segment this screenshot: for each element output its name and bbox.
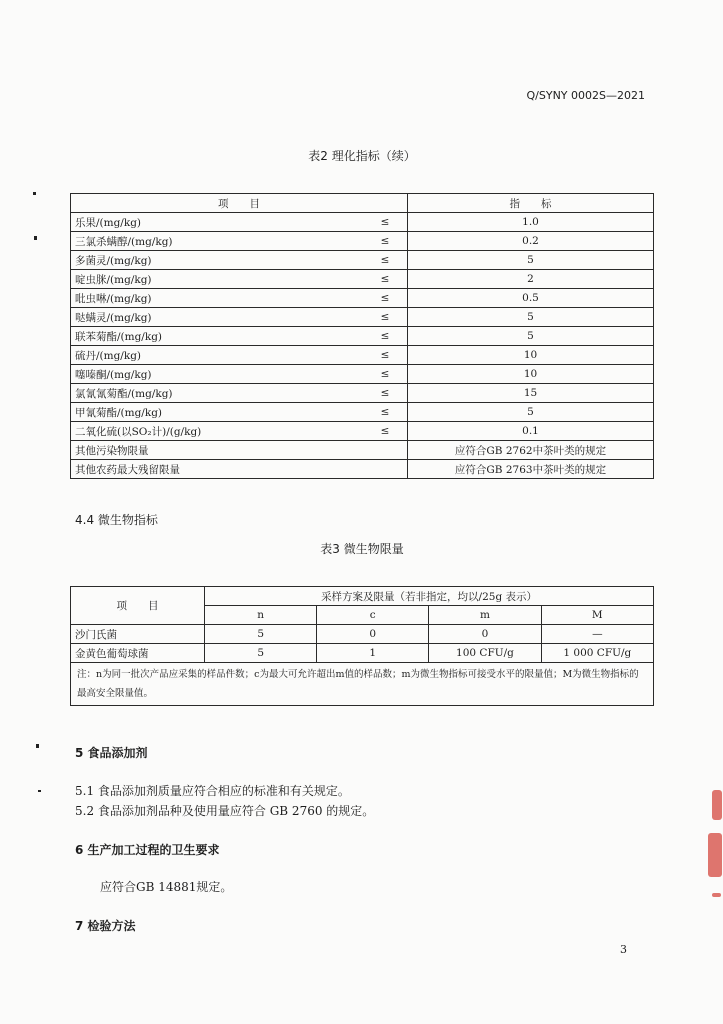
header-index: 指 标 [408, 194, 654, 213]
row-operator: ≤ [363, 289, 408, 308]
row-item: 联苯菊酯/(mg/kg) [71, 327, 364, 346]
table-row [71, 289, 654, 308]
table-row [71, 384, 654, 403]
table2-caption: 表2 理化指标（续） [308, 149, 416, 163]
row-item: 其他农药最大残留限量 [71, 460, 364, 479]
row-item: 多菌灵/(mg/kg) [71, 251, 364, 270]
table-header-row [71, 587, 654, 606]
row-item: 噻嗪酮/(mg/kg) [71, 365, 364, 384]
section-5-title: 5 食品添加剂 [75, 746, 148, 760]
table-note: 注：n为同一批次产品应采集的样品件数；c为最大可允许超出m值的样品数；m为微生物指标可接受水平的限量值；M为微生物指标的最高安全限量值。 [71, 663, 654, 706]
row-item: 二氧化硫(以SO₂计)/(g/kg) [71, 422, 364, 441]
seal-stamp-fragment [712, 790, 722, 820]
table-row [71, 308, 654, 327]
section-5-1: 5.1 食品添加剂质量应符合相应的标准和有关规定。 [75, 784, 350, 798]
standard-number: Q/SYNY 0002S—2021 [526, 89, 645, 102]
section-5-2: 5.2 食品添加剂品种及使用量应符合 GB 2760 的规定。 [75, 804, 375, 818]
seal-stamp-fragment [708, 833, 722, 877]
row-value: 0.2 [408, 232, 654, 251]
table-row [71, 251, 654, 270]
cell-m-upper: — [541, 625, 653, 644]
row-operator: ≤ [363, 327, 408, 346]
microbial-table [70, 586, 654, 706]
cell-m: 100 CFU/g [429, 644, 541, 663]
row-item: 三氯杀螨醇/(mg/kg) [71, 232, 364, 251]
header-item: 项 目 [71, 587, 205, 625]
cell-m: 0 [429, 625, 541, 644]
row-operator: ≤ [363, 365, 408, 384]
table-note-row [71, 663, 654, 706]
row-operator: ≤ [363, 270, 408, 289]
subheader-m: m [429, 606, 541, 625]
row-item: 氯氰氰菊酯/(mg/kg) [71, 384, 364, 403]
row-operator: ≤ [363, 308, 408, 327]
row-value: 5 [408, 327, 654, 346]
row-value: 10 [408, 365, 654, 384]
row-item: 吡虫啉/(mg/kg) [71, 289, 364, 308]
row-value: 1.0 [408, 213, 654, 232]
row-item: 甲氰菊酯/(mg/kg) [71, 403, 364, 422]
table-row [71, 270, 654, 289]
cell-c: 1 [317, 644, 429, 663]
row-operator [363, 441, 408, 460]
cell-item: 金黄色葡萄球菌 [71, 644, 205, 663]
row-item: 其他污染物限量 [71, 441, 364, 460]
header-item: 项 目 [71, 194, 408, 213]
page-number: 3 [620, 943, 627, 956]
table-header-row [71, 194, 654, 213]
table-row [71, 625, 654, 644]
row-value: 5 [408, 308, 654, 327]
table-row [71, 346, 654, 365]
row-item: 硫丹/(mg/kg) [71, 346, 364, 365]
row-operator: ≤ [363, 251, 408, 270]
table-row [71, 644, 654, 663]
cell-n: 5 [205, 644, 317, 663]
scan-speck [36, 744, 39, 748]
row-value: 0.5 [408, 289, 654, 308]
row-item: 乐果/(mg/kg) [71, 213, 364, 232]
subheader-n: n [205, 606, 317, 625]
section-6-title: 6 生产加工过程的卫生要求 [75, 843, 220, 857]
section-7-title: 7 检验方法 [75, 919, 136, 933]
scan-speck [33, 192, 36, 195]
cell-item: 沙门氏菌 [71, 625, 205, 644]
table-row [71, 403, 654, 422]
row-operator: ≤ [363, 232, 408, 251]
row-operator: ≤ [363, 384, 408, 403]
table-row [71, 213, 654, 232]
cell-m-upper: 1 000 CFU/g [541, 644, 653, 663]
table-row [71, 460, 654, 479]
row-value: 5 [408, 403, 654, 422]
subheader-c: c [317, 606, 429, 625]
row-value: 10 [408, 346, 654, 365]
row-value: 5 [408, 251, 654, 270]
cell-c: 0 [317, 625, 429, 644]
table-row [71, 232, 654, 251]
row-operator [363, 460, 408, 479]
seal-stamp-fragment [712, 893, 721, 897]
section-6-text: 应符合GB 14881规定。 [100, 880, 233, 894]
row-value: 应符合GB 2762中茶叶类的规定 [408, 441, 654, 460]
table-row [71, 441, 654, 460]
table3-caption: 表3 微生物限量 [320, 542, 404, 556]
table-row [71, 365, 654, 384]
scan-speck [34, 236, 37, 240]
row-item: 啶虫脒/(mg/kg) [71, 270, 364, 289]
cell-n: 5 [205, 625, 317, 644]
scan-speck [38, 790, 41, 792]
row-value: 15 [408, 384, 654, 403]
row-operator: ≤ [363, 346, 408, 365]
physicochemical-table [70, 193, 654, 479]
row-operator: ≤ [363, 422, 408, 441]
table-row [71, 422, 654, 441]
section-4-4-title: 4.4 微生物指标 [75, 513, 158, 527]
row-value: 0.1 [408, 422, 654, 441]
row-value: 应符合GB 2763中茶叶类的规定 [408, 460, 654, 479]
subheader-m-upper: M [541, 606, 653, 625]
row-operator: ≤ [363, 403, 408, 422]
row-value: 2 [408, 270, 654, 289]
table-row [71, 327, 654, 346]
row-item: 哒螨灵/(mg/kg) [71, 308, 364, 327]
header-sampling: 采样方案及限量（若非指定，均以/25g 表示） [205, 587, 654, 606]
row-operator: ≤ [363, 213, 408, 232]
